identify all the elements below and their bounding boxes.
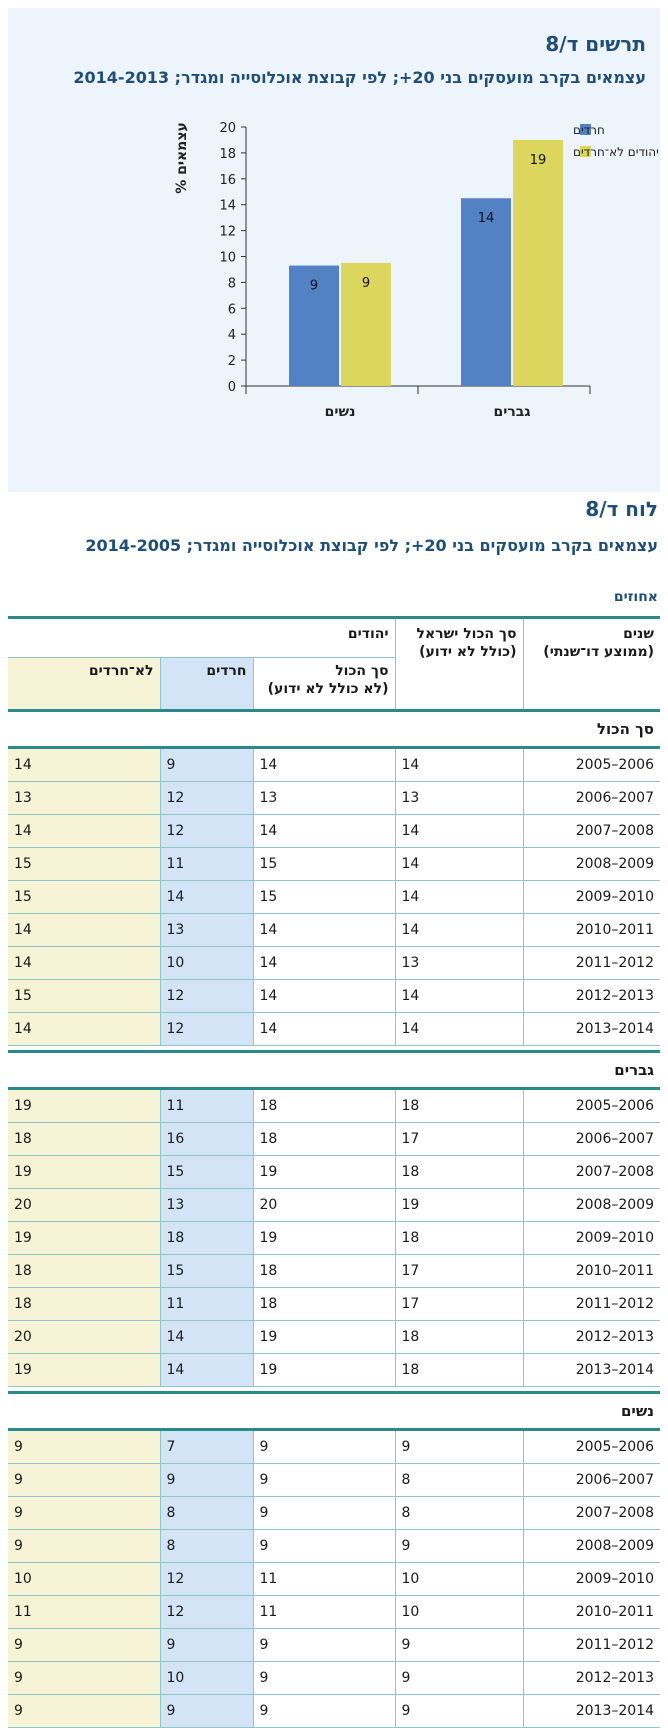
year-cell: 2011–2010 xyxy=(523,1255,660,1288)
table-row xyxy=(8,881,660,914)
table-row xyxy=(8,1596,660,1629)
non-haredi-cell: 9 xyxy=(8,1530,160,1563)
data-table xyxy=(8,616,660,1728)
y-tick-label: 6 xyxy=(227,302,236,318)
chart-title: תרשים ד/8 xyxy=(545,32,646,56)
non-haredi-cell: 9 xyxy=(8,1464,160,1497)
bar-value-label: 19 xyxy=(529,152,547,168)
haredi-cell: 12 xyxy=(160,782,253,815)
haredi-cell: 16 xyxy=(160,1123,253,1156)
section-label: גברים xyxy=(8,1052,660,1089)
table-row xyxy=(8,1563,660,1596)
year-cell: 2010–2009 xyxy=(523,881,660,914)
jews-total-cell: 18 xyxy=(253,1089,395,1123)
haredi-cell: 10 xyxy=(160,947,253,980)
jews-total-cell: 9 xyxy=(253,1430,395,1464)
header-jews-total-label: סך הכול xyxy=(335,663,389,679)
total-cell: 17 xyxy=(395,1255,523,1288)
jews-total-cell: 13 xyxy=(253,782,395,815)
non-haredi-cell: 13 xyxy=(8,782,160,815)
haredi-cell: 12 xyxy=(160,1596,253,1629)
y-tick-label: 20 xyxy=(219,121,236,136)
chart-panel xyxy=(8,8,660,492)
y-axis-label: % עצמאים xyxy=(174,122,190,194)
bar-chart xyxy=(8,8,660,492)
non-haredi-cell: 9 xyxy=(8,1430,160,1464)
year-cell: 2006–2005 xyxy=(523,1089,660,1123)
jews-total-cell: 9 xyxy=(253,1629,395,1662)
year-cell: 2008–2007 xyxy=(523,815,660,848)
haredi-cell: 7 xyxy=(160,1430,253,1464)
table-row xyxy=(8,947,660,980)
jews-total-cell: 14 xyxy=(253,980,395,1013)
year-cell: 2013–2012 xyxy=(523,1321,660,1354)
year-cell: 2008–2007 xyxy=(523,1497,660,1530)
y-tick-label: 4 xyxy=(227,328,236,344)
table-row xyxy=(8,1464,660,1497)
jews-total-cell: 19 xyxy=(253,1156,395,1189)
y-tick-label: 14 xyxy=(219,198,236,214)
total-cell: 14 xyxy=(395,914,523,947)
non-haredi-cell: 20 xyxy=(8,1189,160,1222)
y-tick-label: 10 xyxy=(219,250,236,266)
haredi-cell: 12 xyxy=(160,1563,253,1596)
non-haredi-cell: 9 xyxy=(8,1497,160,1530)
non-haredi-cell: 15 xyxy=(8,881,160,914)
haredi-cell: 11 xyxy=(160,1288,253,1321)
year-cell: 2006–2005 xyxy=(523,1430,660,1464)
year-cell: 2009–2008 xyxy=(523,1530,660,1563)
year-cell: 2008–2007 xyxy=(523,1156,660,1189)
y-tick-label: 2 xyxy=(227,354,236,370)
haredi-cell: 9 xyxy=(160,1695,253,1728)
haredi-cell: 9 xyxy=(160,1464,253,1497)
year-cell: 2011–2010 xyxy=(523,914,660,947)
table-row xyxy=(8,914,660,947)
data-table-wrap xyxy=(8,616,660,1728)
total-cell: 18 xyxy=(395,1222,523,1255)
y-tick-label: 18 xyxy=(219,146,236,162)
jews-total-cell: 15 xyxy=(253,881,395,914)
table-row xyxy=(8,1430,660,1464)
section-label: נשים xyxy=(8,1393,660,1430)
jews-total-cell: 14 xyxy=(253,1013,395,1046)
year-cell: 2012–2011 xyxy=(523,947,660,980)
haredi-cell: 18 xyxy=(160,1222,253,1255)
table-row xyxy=(8,1530,660,1563)
table-row xyxy=(8,1321,660,1354)
table-row xyxy=(8,1222,660,1255)
x-category-label: נשים xyxy=(324,404,356,420)
year-cell: 2007–2006 xyxy=(523,1123,660,1156)
haredi-cell: 14 xyxy=(160,1354,253,1387)
bar-1-0 xyxy=(513,140,563,386)
haredi-cell: 14 xyxy=(160,881,253,914)
table-row xyxy=(8,1123,660,1156)
header-jews: יהודים xyxy=(8,618,395,658)
table-row xyxy=(8,1189,660,1222)
total-cell: 8 xyxy=(395,1464,523,1497)
jews-total-cell: 9 xyxy=(253,1695,395,1728)
legend-label: חרדים xyxy=(573,123,605,137)
non-haredi-cell: 9 xyxy=(8,1695,160,1728)
haredi-cell: 9 xyxy=(160,748,253,782)
jews-total-cell: 18 xyxy=(253,1255,395,1288)
table-row xyxy=(8,1013,660,1046)
table-row xyxy=(8,1629,660,1662)
y-tick-label: 0 xyxy=(227,380,236,395)
jews-total-cell: 9 xyxy=(253,1662,395,1695)
total-cell: 17 xyxy=(395,1288,523,1321)
non-haredi-cell: 18 xyxy=(8,1288,160,1321)
header-total xyxy=(395,618,523,711)
table-row xyxy=(8,1255,660,1288)
total-cell: 18 xyxy=(395,1156,523,1189)
jews-total-cell: 20 xyxy=(253,1189,395,1222)
year-cell: 2009–2008 xyxy=(523,1189,660,1222)
non-haredi-cell: 11 xyxy=(8,1596,160,1629)
non-haredi-cell: 15 xyxy=(8,848,160,881)
bar-0-0 xyxy=(461,198,511,386)
total-cell: 10 xyxy=(395,1596,523,1629)
y-tick-label: 8 xyxy=(227,276,236,292)
haredi-cell: 8 xyxy=(160,1497,253,1530)
jews-total-cell: 18 xyxy=(253,1288,395,1321)
non-haredi-cell: 14 xyxy=(8,748,160,782)
total-cell: 14 xyxy=(395,881,523,914)
year-cell: 2006–2005 xyxy=(523,748,660,782)
non-haredi-cell: 19 xyxy=(8,1354,160,1387)
jews-total-cell: 9 xyxy=(253,1464,395,1497)
table-row xyxy=(8,1662,660,1695)
bar-value-label: 9 xyxy=(309,278,319,294)
table-row xyxy=(8,848,660,881)
non-haredi-cell: 14 xyxy=(8,1013,160,1046)
haredi-cell: 8 xyxy=(160,1530,253,1563)
non-haredi-cell: 20 xyxy=(8,1321,160,1354)
jews-total-cell: 14 xyxy=(253,947,395,980)
jews-total-cell: 11 xyxy=(253,1563,395,1596)
total-cell: 14 xyxy=(395,748,523,782)
haredi-cell: 12 xyxy=(160,980,253,1013)
header-total-label: סך הכול ישראל xyxy=(416,626,517,642)
header-years-label: שנים xyxy=(623,626,654,642)
non-haredi-cell: 19 xyxy=(8,1156,160,1189)
y-tick-label: 16 xyxy=(219,172,236,188)
jews-total-cell: 9 xyxy=(253,1530,395,1563)
jews-total-cell: 18 xyxy=(253,1123,395,1156)
total-cell: 18 xyxy=(395,1354,523,1387)
header-years xyxy=(523,618,660,711)
header-jews-total xyxy=(253,658,395,711)
jews-total-cell: 14 xyxy=(253,815,395,848)
year-cell: 2009–2008 xyxy=(523,848,660,881)
year-cell: 2007–2006 xyxy=(523,1464,660,1497)
haredi-cell: 11 xyxy=(160,848,253,881)
haredi-cell: 15 xyxy=(160,1156,253,1189)
non-haredi-cell: 15 xyxy=(8,980,160,1013)
header-years-sub: (ממוצע דו־שנתי) xyxy=(543,644,654,660)
table-title: לוח ד/8 xyxy=(585,497,658,521)
non-haredi-cell: 14 xyxy=(8,914,160,947)
year-cell: 2014–2013 xyxy=(523,1695,660,1728)
year-cell: 2014–2013 xyxy=(523,1013,660,1046)
total-cell: 18 xyxy=(395,1089,523,1123)
total-cell: 17 xyxy=(395,1123,523,1156)
total-cell: 13 xyxy=(395,782,523,815)
total-cell: 14 xyxy=(395,1013,523,1046)
non-haredi-cell: 14 xyxy=(8,815,160,848)
table-row xyxy=(8,1354,660,1387)
jews-total-cell: 11 xyxy=(253,1596,395,1629)
table-row xyxy=(8,1089,660,1123)
non-haredi-cell: 10 xyxy=(8,1563,160,1596)
haredi-cell: 10 xyxy=(160,1662,253,1695)
total-cell: 14 xyxy=(395,848,523,881)
non-haredi-cell: 19 xyxy=(8,1222,160,1255)
bar-value-label: 9 xyxy=(361,275,371,291)
table-subtitle: עצמאים בקרב מועסקים בני 20+; לפי קבוצת אוכלוסייה ומגדר; 2014-2005 xyxy=(85,536,658,555)
jews-total-cell: 19 xyxy=(253,1222,395,1255)
jews-total-cell: 19 xyxy=(253,1354,395,1387)
non-haredi-cell: 19 xyxy=(8,1089,160,1123)
jews-total-cell: 14 xyxy=(253,748,395,782)
total-cell: 14 xyxy=(395,815,523,848)
total-cell: 9 xyxy=(395,1530,523,1563)
haredi-cell: 14 xyxy=(160,1321,253,1354)
jews-total-cell: 14 xyxy=(253,914,395,947)
year-cell: 2012–2011 xyxy=(523,1288,660,1321)
year-cell: 2013–2012 xyxy=(523,980,660,1013)
legend-label: יהודים לא־חרדים xyxy=(573,145,659,159)
section-label: סך הכול xyxy=(8,711,660,748)
haredi-cell: 15 xyxy=(160,1255,253,1288)
bar-value-label: 14 xyxy=(477,211,495,227)
non-haredi-cell: 14 xyxy=(8,947,160,980)
year-cell: 2010–2009 xyxy=(523,1563,660,1596)
year-cell: 2012–2011 xyxy=(523,1629,660,1662)
total-cell: 9 xyxy=(395,1662,523,1695)
total-cell: 19 xyxy=(395,1189,523,1222)
jews-total-cell: 19 xyxy=(253,1321,395,1354)
haredi-cell: 12 xyxy=(160,1013,253,1046)
table-row xyxy=(8,1497,660,1530)
header-total-sub: (כולל לא ידוע) xyxy=(419,644,517,660)
table-row xyxy=(8,748,660,782)
total-cell: 9 xyxy=(395,1430,523,1464)
haredi-cell: 13 xyxy=(160,1189,253,1222)
table-row xyxy=(8,815,660,848)
haredi-cell: 9 xyxy=(160,1629,253,1662)
table-row xyxy=(8,782,660,815)
year-cell: 2011–2010 xyxy=(523,1596,660,1629)
haredi-cell: 11 xyxy=(160,1089,253,1123)
table-row xyxy=(8,1156,660,1189)
header-jews-total-sub: (לא כולל לא ידוע) xyxy=(267,681,389,697)
year-cell: 2010–2009 xyxy=(523,1222,660,1255)
chart-subtitle: עצמאים בקרב מועסקים בני 20+; לפי קבוצת אוכלוסייה ומגדר; 2014-2013 xyxy=(73,68,646,87)
non-haredi-cell: 18 xyxy=(8,1123,160,1156)
non-haredi-cell: 18 xyxy=(8,1255,160,1288)
header-haredi: חרדים xyxy=(160,658,253,711)
x-category-label: גברים xyxy=(493,404,531,420)
haredi-cell: 13 xyxy=(160,914,253,947)
table-units: אחוזים xyxy=(613,589,658,605)
non-haredi-cell: 9 xyxy=(8,1662,160,1695)
header-non-haredi: לא־חרדים xyxy=(8,658,160,711)
total-cell: 13 xyxy=(395,947,523,980)
total-cell: 8 xyxy=(395,1497,523,1530)
year-cell: 2013–2012 xyxy=(523,1662,660,1695)
total-cell: 14 xyxy=(395,980,523,1013)
y-tick-label: 12 xyxy=(219,224,236,240)
table-row xyxy=(8,1695,660,1728)
haredi-cell: 12 xyxy=(160,815,253,848)
year-cell: 2014–2013 xyxy=(523,1354,660,1387)
jews-total-cell: 15 xyxy=(253,848,395,881)
total-cell: 9 xyxy=(395,1695,523,1728)
jews-total-cell: 9 xyxy=(253,1497,395,1530)
non-haredi-cell: 9 xyxy=(8,1629,160,1662)
year-cell: 2007–2006 xyxy=(523,782,660,815)
table-row xyxy=(8,1288,660,1321)
total-cell: 9 xyxy=(395,1629,523,1662)
total-cell: 10 xyxy=(395,1563,523,1596)
table-row xyxy=(8,980,660,1013)
total-cell: 18 xyxy=(395,1321,523,1354)
